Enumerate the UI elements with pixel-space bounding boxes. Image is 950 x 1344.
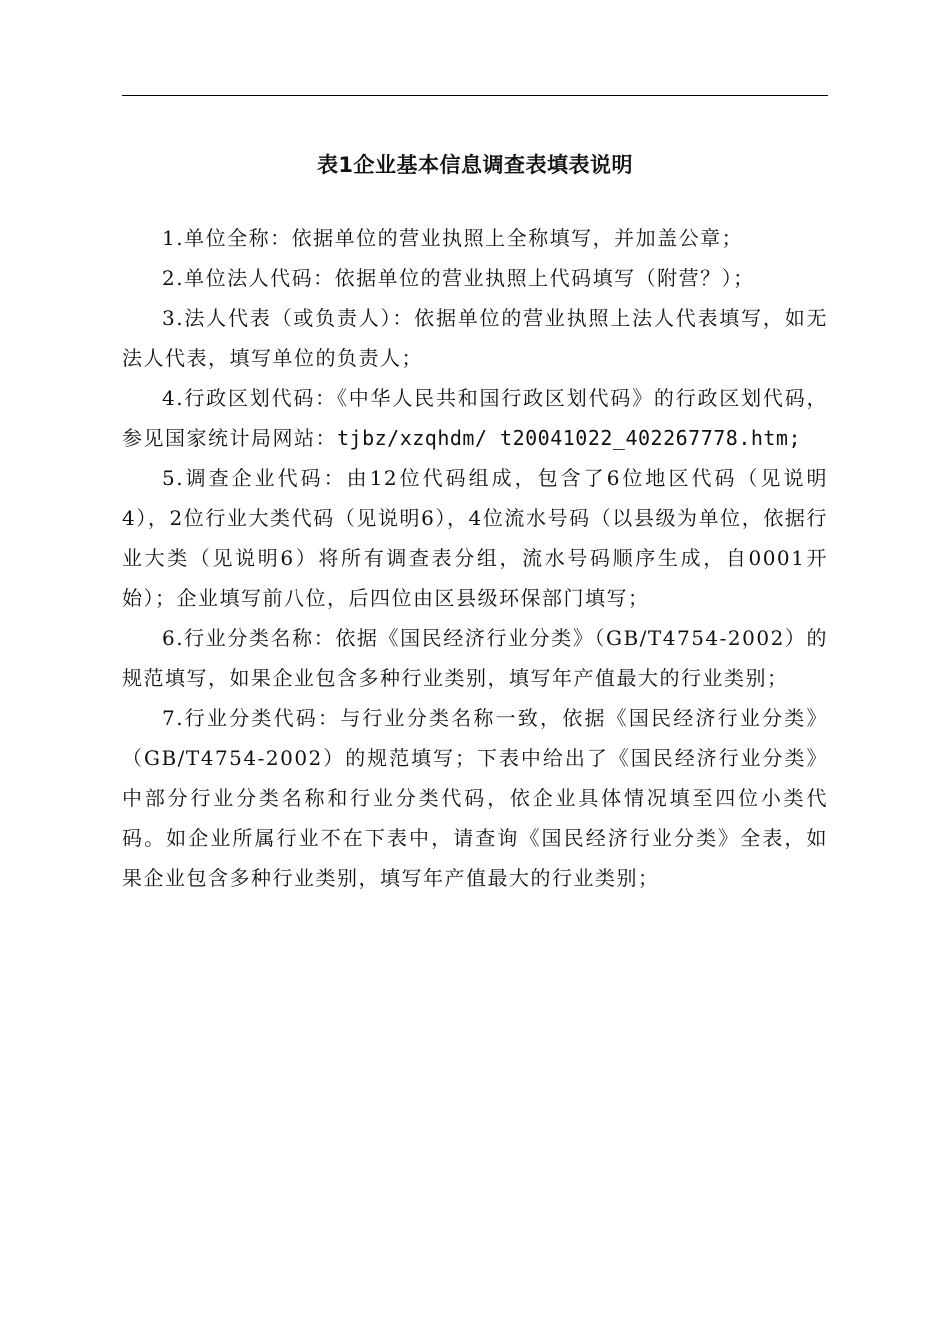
document-title: 表1企业基本信息调查表填表说明 bbox=[316, 153, 634, 177]
item-6: 6.行业分类名称：依据《国民经济行业分类》（GB/T4754-2002）的规范填写，如果企业包含多种行业类别，填写年产值最大的行业类别； bbox=[122, 626, 828, 690]
item-5: 5.调查企业代码：由12位代码组成，包含了6位地区代码（见说明4），2位行业大类代码（见说明6），4位流水号码（以县级为单位，依据行业大类（见说明6）将所有调查表分组，流水号码顺序生成，自0001开始）；企业填写前八位，后四位由区县级环保部门填写； bbox=[122, 466, 828, 610]
item-4-text: 4.行政区划代码：《中华人民共和国行政区划代码》的行政区划代码，参见国家统计局网站： bbox=[122, 386, 828, 450]
header-rule bbox=[122, 95, 828, 96]
item-7: 7.行业分类代码：与行业分类名称一致，依据《国民经济行业分类》（GB/T4754-2002）的规范填写；下表中给出了《国民经济行业分类》中部分行业分类名称和行业分类代码，依企业具体情况填至四位小类代码。如企业所属行业不在下表中，请查询《国民经济行业分类》全表，如果企业包含多种行业类别，填写年产值最大的行业类别； bbox=[122, 706, 828, 890]
item-3: 3.法人代表（或负责人）：依据单位的营业执照上法人代表填写，如无法人代表，填写单位的负责人； bbox=[122, 306, 828, 370]
item-4 bbox=[122, 378, 828, 458]
item-1: 1.单位全称：依据单位的营业执照上全称填写，并加盖公章； bbox=[162, 226, 744, 250]
item-2: 2.单位法人代码：依据单位的营业执照上代码填写（附营？）； bbox=[162, 266, 755, 290]
stats-bureau-url: tjbz/xzqhdm/ t20041022_402267778.htm; bbox=[337, 426, 802, 450]
document-body bbox=[122, 218, 828, 898]
